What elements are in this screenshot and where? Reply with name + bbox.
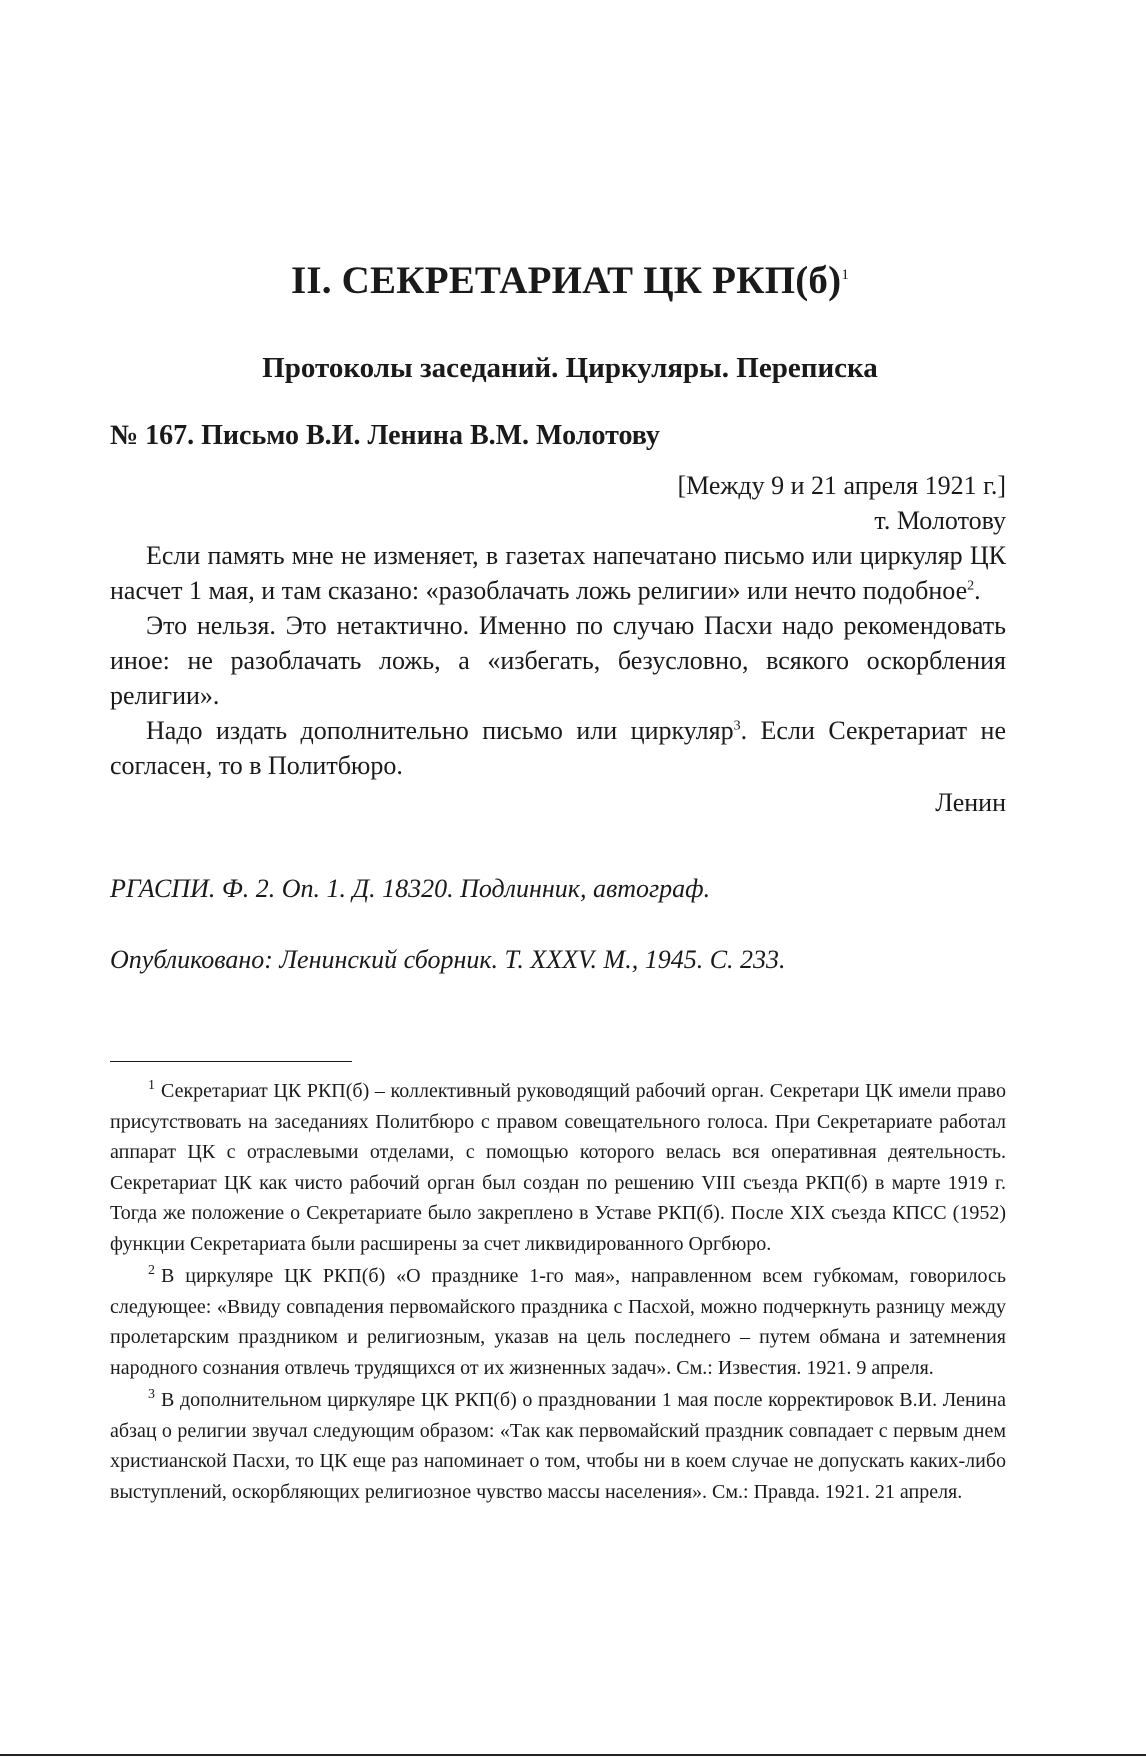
footnote-mark: 1 bbox=[148, 1078, 155, 1094]
footnote-text: Секретариат ЦК РКП(б) – коллективный руководящий рабочий орган. Секретари ЦК имели право присутствовать на заседаниях Политбюро с правом совещательного голоса. При Секретариате работал аппарат ЦК с отраслевыми отделами, с помощью которого велась вся оперативная деятельность. Секретариат ЦК как чисто рабочий орган был создан по решению VIII съезда РКП(б) в марте 1919 г. Тогда же положение о Секретариате было закреплено в Уставе РКП(б). После XIX съезда КПСС (1952) функции Секретариата были расширены за счет ликвидированного Оргбюро. bbox=[110, 1080, 1006, 1255]
section-title bbox=[110, 258, 1030, 303]
footnotes bbox=[110, 1076, 1006, 1509]
footnote-text: В дополнительном циркуляре ЦК РКП(б) о праздновании 1 мая после корректировок В.И. Ленина абзац о религии звучал следующим образом: «Так как первомайский праздник совпадает с первым днем христианской Пасхи, то ЦК еще раз напоминает о том, чтобы ни в коем случае не допускать каких-либо выступлений, оскорбляющих религиозное чувство массы населения». См.: Правда. 1921. 21 апреля. bbox=[110, 1389, 1006, 1503]
signature: Ленин bbox=[935, 788, 1006, 817]
document-date: [Между 9 и 21 апреля 1921 г.] bbox=[677, 471, 1006, 500]
publication-reference: Опубликовано: Ленинский сборник. Т. XXXV. М., 1945. С. 233. bbox=[110, 945, 786, 974]
letter-body bbox=[110, 468, 1006, 820]
section-title-text: II. СЕКРЕТАРИАТ ЦК РКП(б) bbox=[290, 259, 842, 302]
paragraph-2: Это нельзя. Это нетактично. Именно по случаю Пасхи надо рекомендовать иное: не разоблачать ложь, а «избегать, безусловно, всякого оскорбления религии». bbox=[110, 611, 1006, 710]
page-edge-line bbox=[0, 1754, 1146, 1756]
paragraph-1 bbox=[110, 538, 1006, 608]
footnote-mark: 2 bbox=[148, 1263, 155, 1279]
section-subtitle: Протоколы заседаний. Циркуляры. Переписка bbox=[262, 352, 878, 384]
footnote-mark: 3 bbox=[148, 1387, 155, 1403]
footnote-ref-2: 2 bbox=[967, 578, 975, 594]
footnote-3 bbox=[110, 1385, 1006, 1507]
paragraph-3-end: . Если Секретариат не согласен, то в Политбюро. bbox=[110, 716, 1007, 780]
archive-reference: РГАСПИ. Ф. 2. Оп. 1. Д. 18320. Подлинник, автограф. bbox=[110, 874, 711, 903]
footnote-1 bbox=[110, 1076, 1006, 1259]
footnote-ref-3: 3 bbox=[733, 718, 741, 734]
paragraph-1-end: . bbox=[974, 576, 981, 605]
addressee: т. Молотову bbox=[874, 506, 1006, 535]
paragraph-3 bbox=[110, 713, 1006, 783]
paragraph-1-text: Если память мне не изменяет, в газетах напечатано письмо или циркуляр ЦК насчет 1 мая, и там сказано: «разоблачать ложь религии» или нечто подобное bbox=[110, 541, 1006, 605]
paragraph-3-text: Надо издать дополнительно письмо или циркуляр bbox=[146, 716, 734, 745]
footnote-2 bbox=[110, 1261, 1006, 1383]
footnote-text: В циркуляре ЦК РКП(б) «О празднике 1-го мая», направленном всем губкомам, говорилось следующее: «Ввиду совпадения первомайского праздника с Пасхой, можно подчеркнуть разницу между пролетарским праздником и религиозным, указав на цель последнего – путем обмана и затемнения народного сознания отвлечь трудящихся от их жизненных задач». См.: Известия. 1921. 9 апреля. bbox=[110, 1265, 1006, 1379]
document-heading: № 167. Письмо В.И. Ленина В.М. Молотову bbox=[110, 420, 660, 451]
footnote-divider bbox=[110, 1061, 352, 1062]
footnote-ref-1: 1 bbox=[841, 267, 850, 283]
